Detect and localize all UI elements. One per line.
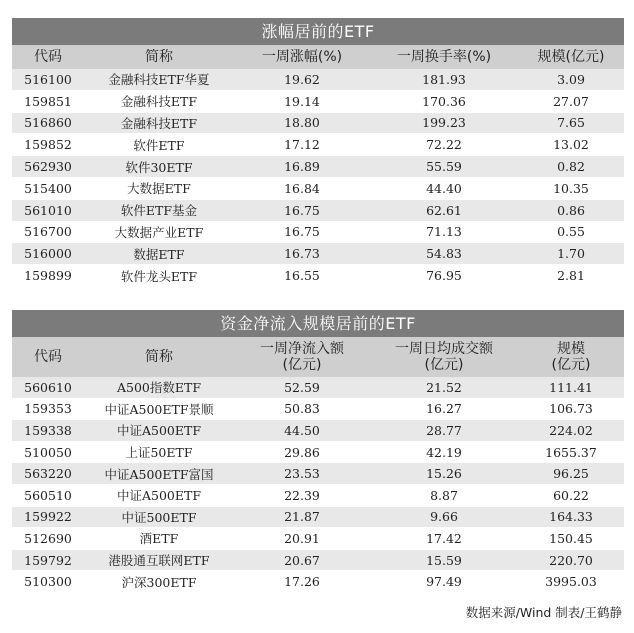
cell-value-2: 72.22 — [426, 137, 462, 153]
header-scale: 规模 (亿元) — [551, 341, 591, 373]
header-code: 代码 — [34, 49, 62, 65]
table-row — [12, 69, 624, 91]
cell-value-1: 29.86 — [284, 444, 320, 460]
cell-value-1: 44.50 — [284, 422, 320, 438]
cell-name: 大数据产业ETF — [114, 224, 204, 240]
cell-code: 516860 — [24, 115, 72, 131]
cell-value-3: 0.86 — [557, 202, 585, 218]
cell-value-3: 1.70 — [557, 246, 585, 262]
cell-value-1: 16.75 — [284, 224, 320, 240]
cell-code: 159851 — [24, 93, 72, 109]
cell-value-2: 76.95 — [426, 268, 462, 284]
table-row — [12, 420, 624, 442]
header-scale: 规模(亿元) — [537, 49, 605, 65]
header-daily-avg-volume: 一周日均成交额 (亿元) — [395, 341, 493, 373]
header-weekly-turnover: 一周换手率(%) — [396, 49, 492, 65]
cell-value-1: 16.55 — [284, 268, 320, 284]
cell-value-2: 15.26 — [426, 466, 462, 482]
table-header — [12, 337, 624, 377]
cell-value-3: 13.02 — [553, 137, 589, 153]
table-row — [12, 178, 624, 200]
cell-value-3: 106.73 — [549, 401, 593, 417]
table-row — [12, 507, 624, 529]
cell-code: 516000 — [24, 246, 72, 262]
table-rising-etf — [12, 18, 624, 287]
cell-code: 516100 — [24, 71, 72, 87]
table-row — [12, 528, 624, 550]
cell-value-1: 16.73 — [284, 246, 320, 262]
cell-name: 软件ETF — [133, 137, 185, 153]
cell-name: 中证A500ETF — [116, 488, 202, 504]
cell-value-3: 111.41 — [549, 379, 593, 395]
table-body — [12, 377, 624, 593]
header-code: 代码 — [34, 349, 62, 365]
cell-value-3: 1655.37 — [545, 444, 597, 460]
cell-value-3: 7.65 — [557, 115, 585, 131]
table-row — [12, 550, 624, 572]
cell-value-1: 50.83 — [284, 401, 320, 417]
table-row — [12, 200, 624, 222]
cell-name: 数据ETF — [133, 246, 185, 262]
cell-value-2: 9.66 — [430, 509, 458, 525]
cell-name: 上证50ETF — [125, 445, 193, 461]
header-weekly-gain: 一周涨幅(%) — [261, 49, 343, 65]
cell-code: 562930 — [24, 159, 72, 175]
cell-name: 大数据ETF — [127, 181, 191, 197]
cell-name: 软件ETF基金 — [120, 203, 198, 219]
cell-value-2: 170.36 — [422, 93, 466, 109]
cell-code: 561010 — [24, 202, 72, 218]
cell-value-3: 150.45 — [549, 530, 593, 546]
cell-name: 金融科技ETF — [120, 94, 198, 110]
cell-code: 159899 — [24, 268, 72, 284]
cell-code: 510300 — [24, 574, 72, 590]
cell-value-2: 97.49 — [426, 574, 462, 590]
cell-code: 516700 — [24, 224, 72, 240]
cell-name: 软件龙头ETF — [120, 268, 198, 284]
header-name: 简称 — [145, 49, 173, 65]
cell-name: 港股通互联网ETF — [108, 553, 210, 569]
cell-value-3: 10.35 — [553, 180, 589, 196]
cell-value-2: 28.77 — [426, 422, 462, 438]
table-net-inflow-etf — [12, 310, 624, 593]
cell-value-2: 16.27 — [426, 401, 462, 417]
cell-value-3: 0.82 — [557, 159, 585, 175]
table-body — [12, 69, 624, 287]
cell-value-2: 15.59 — [426, 552, 462, 568]
cell-value-2: 17.42 — [426, 530, 462, 546]
cell-code: 515400 — [24, 180, 72, 196]
table-row — [12, 377, 624, 399]
cell-name: 中证500ETF — [121, 509, 197, 525]
cell-value-2: 21.52 — [426, 379, 462, 395]
table-row — [12, 243, 624, 265]
cell-code: 560510 — [24, 487, 72, 503]
table-row — [12, 571, 624, 593]
table-title: 涨幅居前的ETF — [12, 18, 624, 45]
cell-value-2: 71.13 — [426, 224, 462, 240]
cell-value-1: 22.39 — [284, 487, 320, 503]
cell-value-3: 3.09 — [557, 71, 585, 87]
cell-name: A500指数ETF — [116, 380, 202, 396]
cell-value-3: 220.70 — [549, 552, 593, 568]
table-header — [12, 45, 624, 69]
cell-value-3: 96.25 — [553, 466, 589, 482]
cell-value-2: 8.87 — [430, 487, 458, 503]
cell-value-2: 42.19 — [426, 444, 462, 460]
cell-name: 酒ETF — [139, 531, 179, 547]
cell-value-1: 17.12 — [284, 137, 320, 153]
cell-code: 159792 — [24, 552, 72, 568]
cell-name: 软件30ETF — [125, 159, 193, 175]
cell-name: 中证A500ETF富国 — [104, 466, 214, 482]
source-credit: 数据来源/Wind 制表/王鹤静 — [465, 605, 622, 620]
table-row — [12, 442, 624, 464]
cell-name: 沪深300ETF — [121, 574, 197, 590]
cell-name: 中证A500ETF — [116, 423, 202, 439]
cell-value-3: 164.33 — [549, 509, 593, 525]
cell-value-1: 17.26 — [284, 574, 320, 590]
table-row — [12, 91, 624, 113]
cell-value-1: 20.67 — [284, 552, 320, 568]
cell-code: 563220 — [24, 466, 72, 482]
table-row — [12, 399, 624, 421]
table-row — [12, 222, 624, 244]
header-name: 简称 — [145, 349, 173, 365]
cell-value-3: 27.07 — [553, 93, 589, 109]
cell-code: 159338 — [24, 422, 72, 438]
cell-code: 159922 — [24, 509, 72, 525]
cell-value-2: 44.40 — [426, 180, 462, 196]
cell-name: 中证A500ETF景顺 — [104, 401, 214, 417]
cell-value-1: 23.53 — [284, 466, 320, 482]
cell-value-2: 199.23 — [422, 115, 466, 131]
table-row — [12, 485, 624, 507]
cell-value-2: 62.61 — [426, 202, 462, 218]
cell-value-1: 16.75 — [284, 202, 320, 218]
cell-code: 560610 — [24, 379, 72, 395]
table-row — [12, 463, 624, 485]
cell-code: 512690 — [24, 530, 72, 546]
cell-value-3: 3995.03 — [545, 574, 597, 590]
cell-value-1: 20.91 — [284, 530, 320, 546]
cell-name: 金融科技ETF华夏 — [108, 72, 210, 88]
cell-value-1: 21.87 — [284, 509, 320, 525]
cell-code: 510050 — [24, 444, 72, 460]
cell-name: 金融科技ETF — [120, 115, 198, 131]
cell-value-3: 60.22 — [553, 487, 589, 503]
cell-value-1: 19.62 — [284, 71, 320, 87]
table-title: 资金净流入规模居前的ETF — [12, 310, 624, 337]
cell-value-1: 19.14 — [284, 93, 320, 109]
table-row — [12, 265, 624, 287]
cell-value-1: 16.89 — [284, 159, 320, 175]
cell-value-1: 16.84 — [284, 180, 320, 196]
cell-value-3: 0.55 — [557, 224, 585, 240]
cell-value-1: 18.80 — [284, 115, 320, 131]
header-weekly-net-inflow: 一周净流入额 (亿元) — [260, 341, 344, 373]
cell-value-3: 2.81 — [557, 268, 585, 284]
cell-value-2: 181.93 — [422, 71, 466, 87]
cell-value-1: 52.59 — [284, 379, 320, 395]
table-row — [12, 156, 624, 178]
table-row — [12, 134, 624, 156]
table-row — [12, 113, 624, 135]
cell-value-2: 55.59 — [426, 159, 462, 175]
cell-value-3: 224.02 — [549, 422, 593, 438]
cell-code: 159852 — [24, 137, 72, 153]
cell-value-2: 54.83 — [426, 246, 462, 262]
cell-code: 159353 — [24, 401, 72, 417]
